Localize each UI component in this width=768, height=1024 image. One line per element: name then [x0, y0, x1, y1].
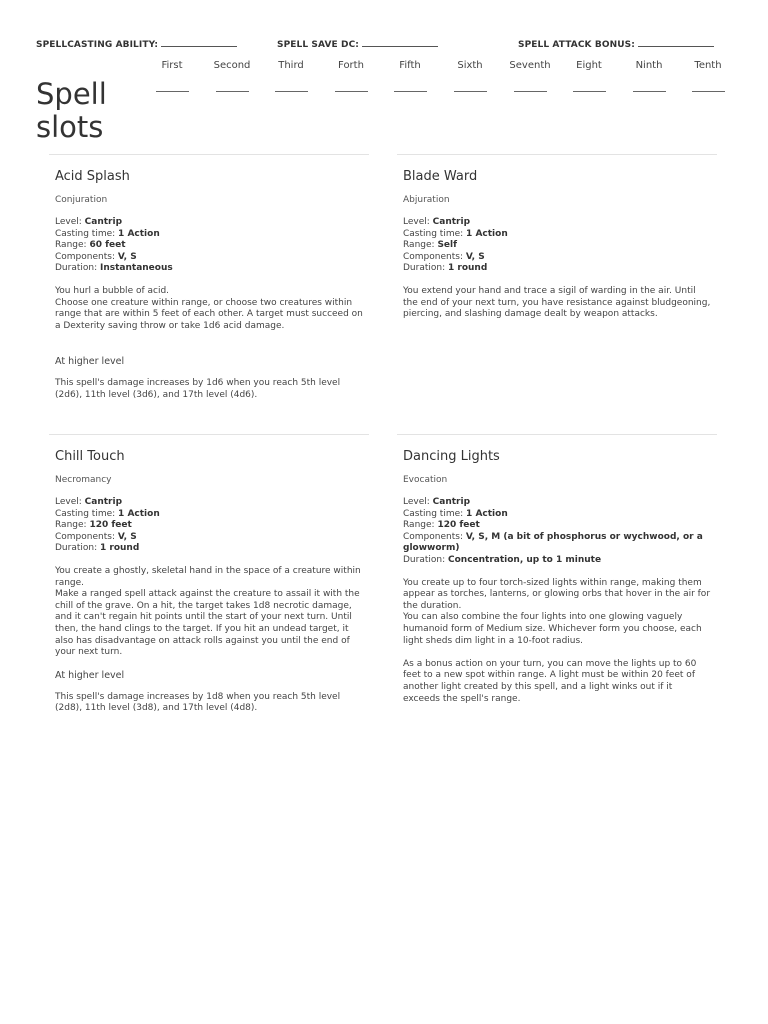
slot-label: Third — [278, 60, 304, 71]
slot-second — [207, 60, 257, 92]
slot-field-fourth[interactable] — [335, 91, 368, 92]
spell-description — [55, 286, 363, 332]
range-label: Range: — [55, 240, 87, 251]
level-value: Cantrip — [84, 217, 123, 227]
spellcasting-header — [36, 37, 736, 51]
components-label: Components: — [55, 531, 115, 542]
slot-label: Eight — [576, 60, 602, 71]
spell-school: Abjuration — [403, 195, 450, 205]
components-value: V, S — [465, 251, 485, 262]
spell-description — [403, 286, 711, 321]
spell-properties — [403, 217, 711, 275]
description-paragraph: You can also combine the four lights into one glowing vaguely humanoid form of Medium size. Whichever form you choose, each light sheds dim light in a 10-foot radius. — [403, 612, 702, 646]
spell-save-dc-label: SPELL SAVE DC: — [277, 40, 359, 50]
components-value: V, S — [117, 251, 137, 262]
slot-third — [266, 60, 316, 92]
spell-save-dc-field[interactable] — [362, 37, 438, 47]
components-label: Components: — [55, 251, 115, 262]
higher-level-heading: At higher level — [55, 356, 125, 368]
spell-slots-title-line2: slots — [36, 110, 104, 144]
level-label: Level: — [403, 497, 430, 507]
duration-label: Duration: — [403, 263, 446, 274]
level-value: Cantrip — [432, 217, 471, 227]
card-divider — [49, 434, 369, 435]
spell-name: Blade Ward — [403, 169, 478, 184]
casting-time-value: 1 Action — [118, 228, 160, 239]
casting-time-value: 1 Action — [466, 508, 508, 519]
card-divider — [49, 154, 369, 155]
range-value: 60 feet — [89, 240, 126, 251]
spell-attack-bonus-label: SPELL ATTACK BONUS: — [518, 40, 635, 50]
description-paragraph: You extend your hand and trace a sigil of warding in the air. Until the end of your next turn, you have resistance against bludgeoning, piercing, and slashing damage dealt by weapon attacks. — [403, 285, 711, 320]
components-label: Components: — [403, 251, 463, 262]
spell-school: Conjuration — [55, 195, 108, 205]
duration-value: Concentration, up to 1 minute — [448, 554, 602, 565]
slot-field-eighth[interactable] — [573, 91, 606, 92]
spellcasting-ability-stat — [36, 37, 237, 50]
slot-field-second[interactable] — [216, 91, 249, 92]
duration-value: 1 round — [448, 263, 488, 274]
spell-school: Evocation — [403, 475, 448, 485]
spell-card-acid-splash — [49, 154, 369, 424]
slot-label: Second — [213, 60, 251, 71]
slot-first — [147, 60, 197, 92]
level-value: Cantrip — [432, 497, 471, 507]
components-label: Components: — [403, 531, 463, 542]
spell-name: Chill Touch — [55, 449, 125, 464]
spell-slots-title — [36, 78, 136, 144]
slot-field-first[interactable] — [156, 91, 189, 92]
slot-ninth — [624, 60, 674, 92]
spell-slots-title-line1: Spell — [36, 77, 107, 111]
range-label: Range: — [403, 520, 435, 531]
range-value: 120 feet — [89, 520, 132, 531]
slot-sixth — [445, 60, 495, 92]
duration-label: Duration: — [403, 554, 446, 565]
level-label: Level: — [403, 217, 430, 227]
slot-field-tenth[interactable] — [692, 91, 725, 92]
components-value: V, S — [117, 531, 137, 542]
casting-time-label: Casting time: — [55, 508, 116, 519]
slot-label: First — [161, 60, 183, 71]
slot-field-fifth[interactable] — [394, 91, 427, 92]
card-divider — [397, 154, 717, 155]
duration-value: 1 round — [100, 543, 140, 554]
slot-label: Forth — [338, 60, 364, 71]
spell-name: Dancing Lights — [403, 449, 500, 464]
slot-label: Seventh — [509, 60, 551, 71]
description-paragraph: Choose one creature within range, or choose two creatures within range that are within 5 feet of each other. A target must succeed on a Dexterity saving throw or take 1d6 acid damage. — [55, 297, 363, 331]
slot-field-third[interactable] — [275, 91, 308, 92]
slot-fourth — [326, 60, 376, 92]
level-label: Level: — [55, 497, 82, 507]
description-paragraph: As a bonus action on your turn, you can move the lights up to 60 feet to a new spot within range. A light must be within 20 feet of another light created by this spell, and a light winks out if it exceeds the spell's range. — [403, 658, 697, 704]
casting-time-value: 1 Action — [466, 228, 508, 239]
spellcasting-ability-label: SPELLCASTING ABILITY: — [36, 40, 159, 50]
casting-time-label: Casting time: — [403, 508, 464, 519]
spell-properties — [403, 497, 711, 567]
slot-label: Ninth — [635, 60, 663, 71]
level-value: Cantrip — [84, 497, 123, 507]
spell-attack-bonus-field[interactable] — [638, 37, 714, 47]
duration-value: Instantaneous — [100, 263, 173, 274]
spell-properties — [55, 497, 363, 555]
spell-school: Necromancy — [55, 475, 112, 485]
casting-time-label: Casting time: — [403, 228, 464, 239]
slot-field-ninth[interactable] — [633, 91, 666, 92]
duration-label: Duration: — [55, 543, 98, 554]
description-paragraph: You create up to four torch-sized lights within range, making them appear as torches, lanterns, or glowing orbs that hover in the air for the duration. — [403, 577, 711, 611]
spell-name: Acid Splash — [55, 169, 130, 184]
slot-field-seventh[interactable] — [514, 91, 547, 92]
description-paragraph: You create a ghostly, skeletal hand in the space of a creature within range. — [55, 565, 361, 588]
range-value: Self — [437, 240, 458, 251]
casting-time-value: 1 Action — [118, 508, 160, 519]
spellcasting-ability-field[interactable] — [161, 37, 237, 47]
spell-card-chill-touch — [49, 434, 369, 724]
slot-seventh — [505, 60, 555, 92]
level-label: Level: — [55, 217, 82, 227]
slot-label: Tenth — [694, 60, 722, 71]
spell-properties — [55, 217, 363, 275]
slot-label: Sixth — [457, 60, 483, 71]
spell-description — [403, 578, 711, 706]
spell-save-dc-stat — [277, 37, 438, 50]
slot-tenth — [683, 60, 733, 92]
duration-label: Duration: — [55, 263, 98, 274]
spell-card-blade-ward — [397, 154, 717, 424]
higher-level-heading: At higher level — [55, 669, 125, 681]
higher-level-text: This spell's damage increases by 1d6 when you reach 5th level (2d6), 11th level (3d6), and 17th level (4d6). — [55, 378, 341, 400]
components-value: V, S, M (a bit of phosphorus or wychwood, or a glowworm) — [403, 531, 703, 554]
spell-description — [55, 566, 363, 659]
description-paragraph: Make a ranged spell attack against the creature to assail it with the chill of the grave. On a hit, the target takes 1d8 necrotic damage, and it can't regain hit points until the start of your next turn. Until then, the hand clings to the target. If you hit an undead target, it also has disadvantage on attack rolls against you until the end of your next turn. — [55, 589, 360, 658]
higher-level-text: This spell's damage increases by 1d8 when you reach 5th level (2d8), 11th level (3d8), and 17th level (4d8). — [55, 691, 341, 714]
spell-card-dancing-lights — [397, 434, 717, 724]
slot-label: Fifth — [399, 60, 421, 71]
slot-fifth — [385, 60, 435, 92]
range-label: Range: — [55, 520, 87, 531]
card-divider — [397, 434, 717, 435]
spell-attack-bonus-stat — [518, 37, 714, 50]
slot-eighth — [564, 60, 614, 92]
slot-field-sixth[interactable] — [454, 91, 487, 92]
range-label: Range: — [403, 240, 435, 251]
casting-time-label: Casting time: — [55, 228, 116, 239]
description-paragraph: You hurl a bubble of acid. — [55, 285, 170, 296]
range-value: 120 feet — [437, 520, 480, 531]
